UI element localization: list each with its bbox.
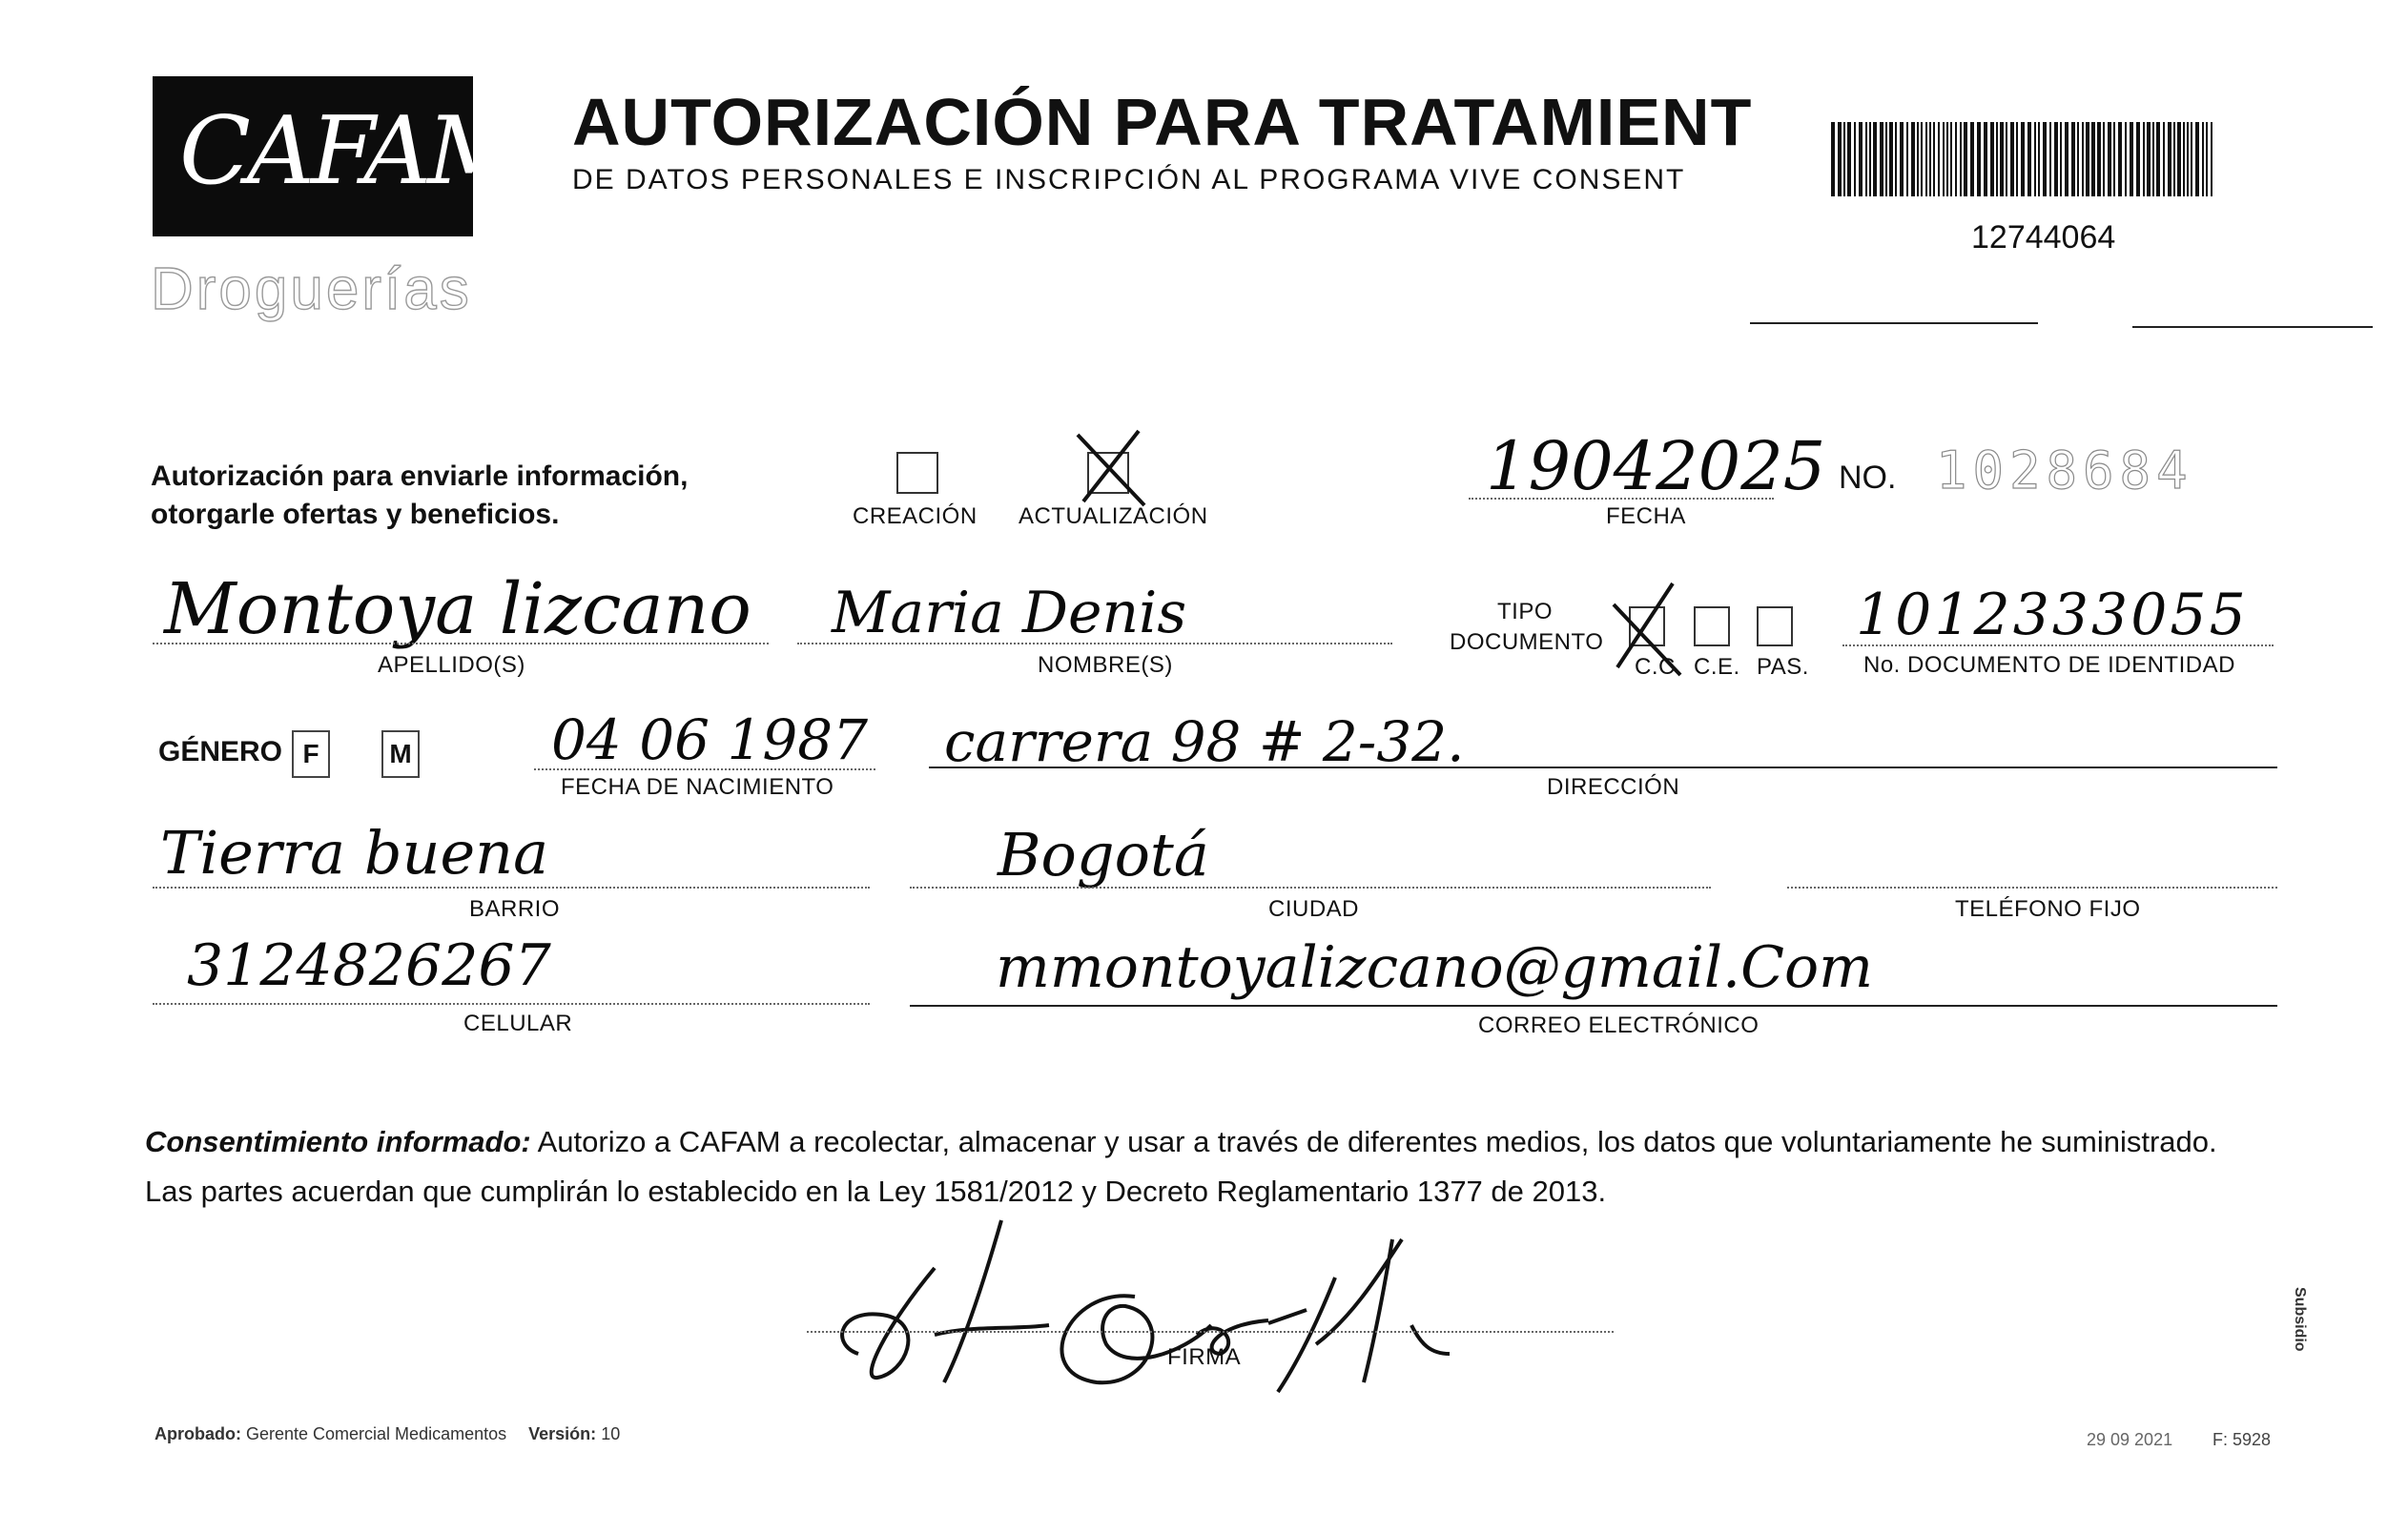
genero-f-box[interactable]: F [292, 730, 330, 778]
consent-paragraph [145, 1117, 2281, 1217]
documento-line [1842, 644, 2274, 646]
barcode-bar [1880, 122, 1883, 196]
barcode-bar [1929, 122, 1931, 196]
ce-checkbox[interactable] [1694, 606, 1730, 646]
documento-value: 1012333055 [1856, 582, 2249, 648]
barcode-bar [2173, 122, 2175, 196]
header-rule-right [2132, 326, 2373, 328]
barcode-bar [1943, 122, 1945, 196]
barcode-bar [2183, 122, 2185, 196]
ciudad-value: Bogotá [998, 820, 1209, 889]
barcode-bar [2091, 122, 2095, 196]
barcode-bar [1950, 122, 1952, 196]
barcode-bar [1933, 122, 1935, 196]
barcode-bar [2097, 122, 2101, 196]
fecha-line [1469, 498, 1774, 500]
barcode-bar [1895, 122, 1897, 196]
cc-label: C.C. [1635, 654, 1682, 680]
authorization-line-2: otorgarle ofertas y beneficios. [151, 499, 560, 530]
fecha-value: 19042025 [1486, 427, 1826, 505]
barcode-bar [1946, 122, 1948, 196]
actualizacion-label: ACTUALIZACIÓN [1019, 503, 1208, 529]
barrio-line [153, 887, 870, 889]
no-label: NO. [1839, 460, 1897, 496]
direccion-value: carrera 98 # 2-32. [944, 709, 1465, 774]
celular-line [153, 1003, 870, 1005]
pas-label: PAS. [1757, 654, 1809, 680]
ciudad-label: CIUDAD [1268, 896, 1360, 922]
barcode-bar [2191, 122, 2192, 196]
barcode-bar [1925, 122, 1927, 196]
barcode-bar [2202, 122, 2204, 196]
fecha-label: FECHA [1606, 503, 1686, 529]
barcode-bar [2071, 122, 2075, 196]
barcode-bar [1843, 122, 1845, 196]
apellidos-line [153, 643, 769, 644]
barcode-bar [2125, 122, 2127, 196]
correo-line [910, 1005, 2277, 1007]
authorization-text [151, 458, 688, 534]
authorization-line-1: Autorización para enviarle información, [151, 460, 689, 492]
aprobado-label: Aprobado: [154, 1424, 241, 1443]
barcode-bar [1996, 122, 1998, 196]
barcode-bar [2006, 122, 2007, 196]
barcode-bar [1859, 122, 1863, 196]
barcode-bar [1960, 122, 1962, 196]
barcode-bar [2060, 122, 2062, 196]
footer-date: 29 09 2021 [2087, 1430, 2173, 1449]
consent-text-1: Autorizo a CAFAM a recolectar, almacenar y usar a través de diferentes medios, los datos que voluntariamente he suministrado. [530, 1125, 2217, 1158]
tipo-label-1: TIPO [1497, 599, 1554, 624]
barcode-bar [2130, 122, 2133, 196]
cc-checkbox[interactable] [1629, 606, 1665, 646]
logo-text: CAFAM [179, 97, 520, 206]
barcode-bar [1921, 122, 1923, 196]
barcode-bar [1917, 122, 1919, 196]
barcode-bar [2187, 122, 2189, 196]
barcode-bar [1847, 122, 1851, 196]
barcode-bar [1984, 122, 1987, 196]
barcode-bar [2038, 122, 2040, 196]
direccion-label: DIRECCIÓN [1547, 774, 1680, 800]
apellidos-label: APELLIDO(S) [378, 652, 525, 678]
barcode-bar [1970, 122, 1974, 196]
direccion-line [929, 767, 2277, 768]
barcode-bar [2156, 122, 2160, 196]
barcode-bar [2177, 122, 2181, 196]
barcode-bar [2103, 122, 2105, 196]
document-title: AUTORIZACIÓN PARA TRATAMIENT [572, 85, 1753, 159]
barcode-bar [2082, 122, 2084, 196]
barrio-value: Tierra buena [160, 818, 549, 888]
correo-label: CORREO ELECTRÓNICO [1478, 1012, 1760, 1038]
barcode-bar [2049, 122, 2051, 196]
barcode-bar [1865, 122, 1867, 196]
barcode [1831, 122, 2214, 196]
telefono-line [1787, 887, 2277, 889]
ciudad-line [910, 887, 1711, 889]
nacimiento-line [534, 768, 875, 770]
aprobado-value: Gerente Comercial Medicamentos [246, 1424, 507, 1443]
side-label: Subsidio [2292, 1287, 2308, 1352]
barcode-bar [1838, 122, 1842, 196]
apellidos-value: Montoya lizcano [164, 568, 751, 650]
barcode-bar [1977, 122, 1981, 196]
document-subtitle: DE DATOS PERSONALES E INSCRIPCIÓN AL PROGRAMA VIVE CONSENT [572, 164, 1686, 195]
actualizacion-checkbox[interactable] [1087, 452, 1129, 494]
firma-line [807, 1331, 1614, 1333]
header-rule [1750, 322, 2038, 324]
ce-label: C.E. [1694, 654, 1740, 680]
barcode-bar [2113, 122, 2115, 196]
barcode-bar [2054, 122, 2058, 196]
barcode-bar [2206, 122, 2208, 196]
barcode-bar [1911, 122, 1915, 196]
creacion-label: CREACIÓN [853, 503, 978, 529]
footer-approval [154, 1424, 620, 1444]
barcode-bar [2016, 122, 2018, 196]
pas-checkbox[interactable] [1757, 606, 1793, 646]
barcode-bar [2027, 122, 2031, 196]
barcode-bar [2195, 122, 2199, 196]
barcode-bar [2118, 122, 2122, 196]
barcode-bar [2163, 122, 2165, 196]
barcode-bar [2136, 122, 2140, 196]
barcode-bar [1990, 122, 1994, 196]
celular-value: 3124826267 [187, 932, 551, 999]
barcode-bar [2034, 122, 2036, 196]
telefono-label: TELÉFONO FIJO [1955, 896, 2141, 922]
barcode-bar [2211, 122, 2212, 196]
barcode-bar [2021, 122, 2025, 196]
barcode-bar [1938, 122, 1940, 196]
nombres-value: Maria Denis [832, 580, 1187, 646]
checkbox-x-mark [1070, 425, 1156, 511]
barcode-bar [1869, 122, 1871, 196]
barcode-bar [1955, 122, 1957, 196]
genero-m-box[interactable]: M [381, 730, 420, 778]
barcode-bar [2168, 122, 2171, 196]
consent-heading: Consentimiento informado: [145, 1125, 531, 1158]
logo-subtitle: Droguerías [151, 256, 472, 322]
barcode-bar [2010, 122, 2014, 196]
cafam-logo [153, 76, 520, 236]
barcode-bar [1964, 122, 1967, 196]
documento-label: No. DOCUMENTO DE IDENTIDAD [1863, 652, 2235, 678]
nombres-line [797, 643, 1392, 644]
barcode-bar [2000, 122, 2004, 196]
nacimiento-value: 04 06 1987 [551, 707, 869, 772]
barcode-bar [2043, 122, 2047, 196]
barcode-bar [1889, 122, 1893, 196]
genero-label: GÉNERO [158, 736, 283, 767]
barcode-bar [2147, 122, 2151, 196]
tipo-label-2: DOCUMENTO [1450, 629, 1604, 655]
consent-line-2: Las partes acuerdan que cumplirán lo establecido en la Ley 1581/2012 y Decreto Reglamentario 1377 de 2013. [145, 1175, 1607, 1208]
firma-label: FIRMA [1167, 1344, 1242, 1370]
barcode-bar [2077, 122, 2079, 196]
barcode-bar [2086, 122, 2089, 196]
barcode-bar [2143, 122, 2145, 196]
no-value: 1028684 [1936, 440, 2193, 501]
barcode-number: 12744064 [1971, 219, 2116, 256]
barcode-bar [2152, 122, 2154, 196]
barcode-bar [1854, 122, 1856, 196]
barcode-bar [1873, 122, 1877, 196]
barcode-bar [1900, 122, 1904, 196]
version-label: Versión: [528, 1424, 597, 1443]
creacion-checkbox[interactable] [896, 452, 938, 494]
signature [820, 1211, 1564, 1401]
barcode-bar [2108, 122, 2111, 196]
version-value: 10 [601, 1424, 621, 1443]
footer-form-code: F: 5928 [2212, 1430, 2272, 1449]
nacimiento-label: FECHA DE NACIMIENTO [561, 774, 834, 800]
barcode-bar [1906, 122, 1908, 196]
barcode-bar [1831, 122, 1835, 196]
barrio-label: BARRIO [469, 896, 561, 922]
barcode-bar [1885, 122, 1887, 196]
barcode-bar [2065, 122, 2068, 196]
celular-label: CELULAR [463, 1011, 573, 1036]
nombres-label: NOMBRE(S) [1038, 652, 1173, 678]
correo-value: mmontoyalizcano@gmail.Com [996, 934, 1874, 1001]
consent-line-1 [145, 1117, 2281, 1167]
